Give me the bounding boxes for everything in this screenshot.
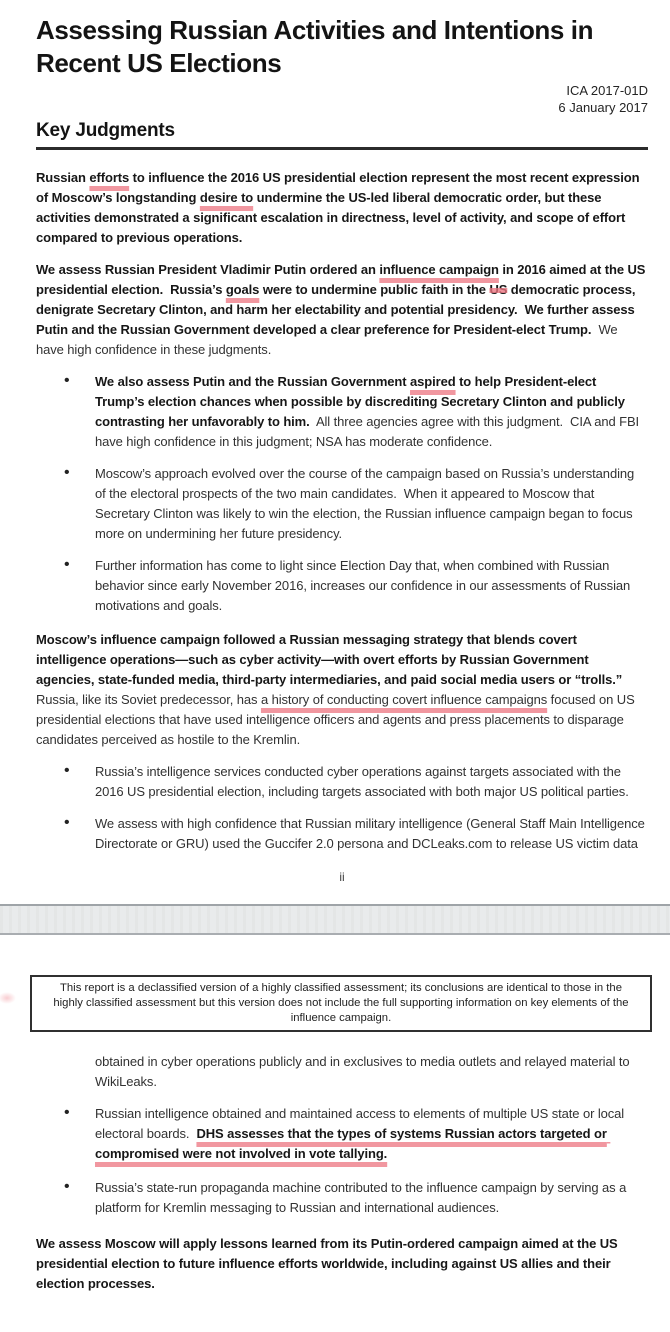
disclaimer-box	[30, 975, 652, 1032]
text-segment: to help President-elect Trump’s election chances when possible by discrediting Secretary Clinton and publicly contrasting her unfavorably to him.	[95, 374, 629, 429]
bullet-marker: •	[64, 762, 70, 779]
paragraph-key-judgment-3	[36, 630, 648, 750]
bullet-item-cyber-operations	[62, 762, 648, 802]
text-segment: undermine the US-led liberal democratic order, but these activities demonstrated a significant escalation in directness, level of activity, and scope of effort compared to previous operations.	[36, 190, 629, 245]
bullet-marker: •	[64, 372, 70, 389]
text-segment: Russian	[36, 170, 90, 185]
page-break-band	[0, 904, 670, 935]
bullet-marker: •	[64, 1104, 70, 1121]
pink-underlined-text: DHS assesses that the types of systems Russian actors targeted or compromised were not involved in vote tallying.	[95, 1126, 611, 1161]
page-title-line-1: Assessing Russian Activities and Intentions in	[36, 15, 594, 45]
pink-struck-text: US	[489, 282, 508, 297]
paragraph-final-assessment	[36, 1234, 648, 1294]
page-title-line-2: Recent US Elections	[36, 48, 282, 78]
bullet-text	[95, 814, 648, 854]
bullet-text	[95, 464, 648, 544]
text-segment: Further information has come to light since Election Day that, when combined with Russian behavior since early November 2016, increases our confidence in our assessments of Russian motivations and goals.	[95, 558, 634, 613]
text-segment: to influence the 2016 US presidential election represent the most recent expression of Moscow’s longstanding	[36, 170, 643, 205]
bullet-text	[95, 372, 648, 452]
bullet-text	[95, 762, 648, 802]
text-segment: We assess with high confidence that Russian military intelligence (General Staff Main Intelligence Directorate or GRU) used the Guccifer 2.0 persona and DCLeaks.com to release US victim data	[95, 816, 649, 851]
text-segment: Russian intelligence obtained and maintained access to elements of multiple US state or local electoral boards.	[95, 1106, 628, 1141]
page-title	[36, 14, 648, 80]
text-segment: We assess Russian President Vladimir Putin ordered an	[36, 262, 380, 277]
bullet-item-electoral-boards	[62, 1104, 648, 1164]
paragraph-key-judgment-1	[36, 168, 648, 248]
text-segment: Russia’s state-run propaganda machine contributed to the influence campaign by serving as a platform for Kremlin messaging to Russian and international audiences.	[95, 1180, 630, 1215]
text-segment: All three agencies agree with this judgment. CIA and FBI have high confidence in this judgment; NSA has moderate confidence.	[95, 414, 643, 449]
report-date: 6 January 2017	[558, 100, 648, 115]
bullet-item-gru-guccifer	[62, 814, 648, 854]
bullet-item-further-information	[62, 556, 648, 616]
pink-underlined-text: efforts	[89, 170, 130, 185]
text-segment: were to undermine public faith in the	[259, 282, 490, 297]
pink-underlined-text: a history of conducting covert influence campaigns	[260, 692, 548, 707]
bullet-marker: •	[64, 1178, 70, 1195]
bullet-item-propaganda-machine	[62, 1178, 648, 1218]
bullet-marker: •	[64, 556, 70, 573]
text-segment: Russia, like its Soviet predecessor, has	[36, 672, 626, 707]
text-segment: Moscow’s approach evolved over the course of the campaign based on Russia’s understanding of the electoral prospects of the two main candidates. When it appeared to Moscow that Secretary Clinton was likely to win the election, the Russian influence campaign began to focus more on undermining her future presidency.	[95, 466, 638, 541]
pink-smudge-artifact	[0, 992, 16, 1004]
bullet-item-moscow-approach	[62, 464, 648, 544]
text-segment: focused on US presidential elections that have used intelligence officers and agents and press placements to disparage candidates perceived as hostile to the Kremlin.	[36, 692, 639, 747]
text-segment: Russia’s intelligence services conducted cyber operations against targets associated with the 2016 US presidential election, including targets associated with both major US political parties.	[95, 764, 629, 799]
page-number: ii	[339, 870, 345, 884]
text-segment: democratic process, denigrate Secretary Clinton, and harm her electability and potential presidency. We further assess Putin and the Russian Government developed a clear preference for President-elect Trump.	[36, 282, 639, 337]
report-id: ICA 2017-01D	[566, 83, 648, 98]
bullet-marker: •	[64, 814, 70, 831]
heading-rule	[36, 147, 648, 150]
text-segment: Moscow’s influence campaign followed a Russian messaging strategy that blends covert intelligence operations—such as cyber activity—with overt efforts by Russian Government agencies, state-funded media, third-party intermediaries, and paid social media users or “trolls.”	[36, 632, 623, 687]
section-heading: Key Judgments	[36, 120, 175, 141]
report-header	[36, 82, 648, 116]
disclaimer-text: This report is a declassified version of a highly classified assessment; its conclusions are identical to those in the highly classified assessment but this version does not include the full supporting information on key elements of the influence campaign.	[53, 982, 629, 1024]
paragraph-key-judgment-2	[36, 260, 648, 360]
bullet-text	[95, 1104, 648, 1164]
pink-underlined-text: aspired	[410, 374, 456, 389]
bullet-continuation-text	[95, 1052, 648, 1092]
pink-underlined-text: influence campaign	[379, 262, 499, 277]
bullet-item-aspired	[62, 372, 648, 452]
pink-underlined-text: goals	[225, 282, 260, 297]
bullet-marker: •	[64, 464, 70, 481]
text-segment: We have high confidence in these judgments.	[36, 322, 622, 357]
text-segment: We assess Moscow will apply lessons learned from its Putin-ordered campaign aimed at the US presidential election to future influence efforts worldwide, including against US allies and their election processes.	[36, 1236, 622, 1291]
text-segment: obtained in cyber operations publicly and in exclusives to media outlets and relayed material to WikiLeaks.	[95, 1054, 634, 1089]
bullet-text	[95, 1178, 648, 1218]
text-segment: in 2016 aimed at the US presidential election. Russia’s	[36, 262, 649, 297]
text-segment: We also assess Putin and the Russian Government	[95, 374, 411, 389]
bullet-text	[95, 556, 648, 616]
pink-underlined-text: desire to	[199, 190, 254, 205]
